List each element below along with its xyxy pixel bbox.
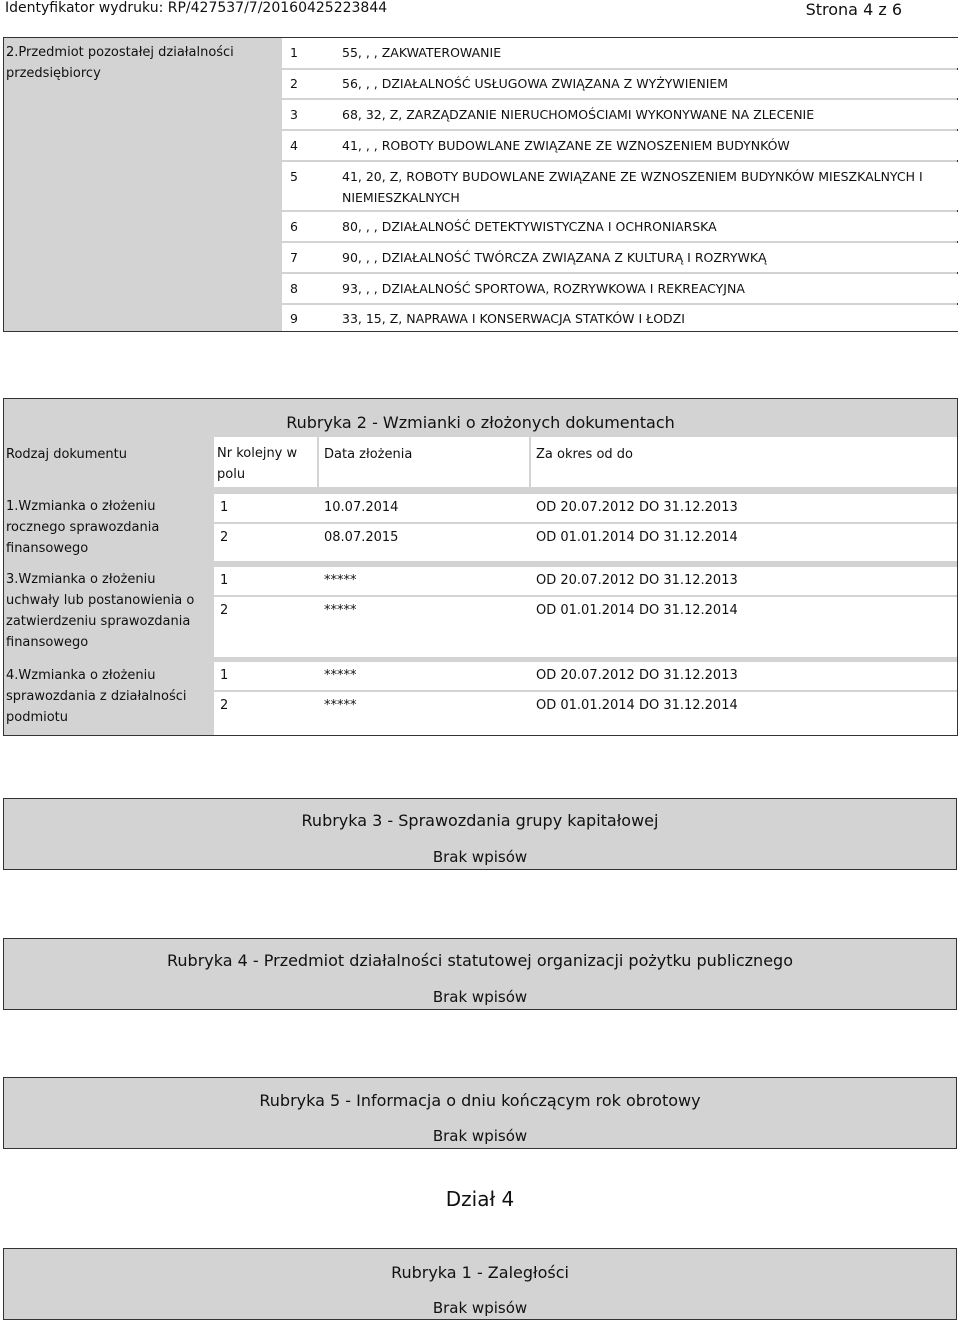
doc-date: ***** — [324, 603, 357, 618]
activity-row — [282, 305, 958, 331]
doc-period: OD 20.07.2012 DO 31.12.2013 — [536, 573, 738, 588]
doc-date: ***** — [324, 698, 357, 713]
activity-row — [282, 70, 958, 98]
activity-text: 41, , , ROBOTY BUDOWLANE ZWIĄZANE ZE WZNOSZENIEM BUDYNKÓW — [342, 138, 790, 153]
rubryka4-entry: Brak wpisów — [432, 988, 528, 1006]
rubryka2-section — [3, 398, 958, 736]
doc-nr: 1 — [220, 500, 229, 515]
doc-nr: 2 — [220, 603, 229, 618]
doc-row — [214, 494, 957, 522]
doc-date: 10.07.2014 — [324, 500, 399, 515]
rubryka3-title: Rubryka 3 - Sprawozdania grupy kapitałowej — [301, 811, 659, 830]
col-za-okres: Za okres od do — [536, 447, 633, 462]
doc-nr: 1 — [220, 668, 229, 683]
doc-nr: 1 — [220, 573, 229, 588]
col-data-zlozenia: Data złożenia — [324, 447, 413, 462]
print-header — [0, 0, 960, 20]
dzial4-title: Dział 4 — [445, 1187, 515, 1211]
doc-period: OD 01.01.2014 DO 31.12.2014 — [536, 603, 738, 618]
page-number: Strona 4 z 6 — [805, 0, 902, 19]
rubryka5-entry: Brak wpisów — [432, 1127, 528, 1145]
activity-num: 7 — [290, 250, 298, 265]
activity-row — [282, 38, 958, 68]
activity-num: 8 — [290, 281, 298, 296]
header-cell-data — [319, 437, 529, 487]
rubryka4-title: Rubryka 4 - Przedmiot działalności statutowej organizacji pożytku publicznego — [167, 951, 793, 970]
doc-date: ***** — [324, 668, 357, 683]
doc-date: ***** — [324, 573, 357, 588]
activity-text: 68, 32, Z, ZARZĄDZANIE NIERUCHOMOŚCIAMI WYKONYWANE NA ZLECENIE — [342, 107, 815, 122]
activity-text: 41, 20, Z, ROBOTY BUDOWLANE ZWIĄZANE ZE WZNOSZENIEM BUDYNKÓW MIESZKALNYCH I NIEMIESZKALNYCH — [342, 169, 923, 205]
activity-text: 55, , , ZAKWATEROWANIE — [342, 45, 502, 60]
activity-row — [282, 131, 958, 160]
col-rodzaj-dokumentu: Rodzaj dokumentu — [6, 447, 127, 462]
doc-period: OD 01.01.2014 DO 31.12.2014 — [536, 530, 738, 545]
activities-table — [3, 37, 958, 332]
doc-row — [214, 662, 957, 690]
dzial4-rubryka1-entry: Brak wpisów — [432, 1299, 528, 1317]
activity-text: 80, , , DZIAŁALNOŚĆ DETEKTYWISTYCZNA I OCHRONIARSKA — [342, 219, 717, 234]
document-type-label: 1.Wzmianka o złożeniu rocznego sprawozdania finansowego — [6, 499, 160, 556]
col-nr-kolejny: Nr kolejny w polu — [217, 446, 298, 482]
activity-text: 33, 15, Z, NAPRAWA I KONSERWACJA STATKÓW I ŁODZI — [342, 311, 685, 326]
doc-nr: 2 — [220, 698, 229, 713]
rubryka3-entry: Brak wpisów — [432, 848, 528, 866]
rubryka3-section — [3, 798, 957, 870]
activity-num: 4 — [290, 138, 298, 153]
activity-row — [282, 162, 958, 210]
doc-row — [214, 567, 957, 595]
doc-period: OD 20.07.2012 DO 31.12.2013 — [536, 500, 738, 515]
activity-num: 3 — [290, 107, 298, 122]
rubryka5-section — [3, 1077, 957, 1149]
rubryka2-title: Rubryka 2 - Wzmianki o złożonych dokumentach — [286, 413, 675, 432]
activity-row — [282, 243, 958, 272]
document-type-label: 3.Wzmianka o złożeniu uchwały lub postanowienia o zatwierdzeniu sprawozdania finansowego — [6, 572, 195, 650]
activity-row — [282, 100, 958, 129]
rubryka5-title: Rubryka 5 - Informacja o dniu kończącym rok obrotowy — [259, 1091, 701, 1110]
activity-text: 93, , , DZIAŁALNOŚĆ SPORTOWA, ROZRYWKOWA I REKREACYJNA — [342, 281, 745, 296]
activity-num: 1 — [290, 45, 298, 60]
print-identifier: Identyfikator wydruku: RP/427537/7/20160425223844 — [5, 0, 388, 16]
rubryka4-section — [3, 938, 957, 1010]
activity-row — [282, 212, 958, 241]
doc-period: OD 20.07.2012 DO 31.12.2013 — [536, 668, 738, 683]
activity-num: 5 — [290, 169, 298, 184]
document-type-label: 4.Wzmianka o złożeniu sprawozdania z działalności podmiotu — [6, 668, 187, 725]
activity-num: 9 — [290, 311, 298, 326]
header-cell-nr — [214, 437, 317, 487]
activities-label: 2.Przedmiot pozostałej działalności przedsiębiorcy — [6, 45, 234, 81]
doc-row — [214, 524, 957, 561]
doc-date: 08.07.2015 — [324, 530, 399, 545]
dzial4-rubryka1-section — [3, 1248, 957, 1320]
doc-period: OD 01.01.2014 DO 31.12.2014 — [536, 698, 738, 713]
activity-num: 2 — [290, 76, 298, 91]
doc-nr: 2 — [220, 530, 229, 545]
dzial4-rubryka1-title: Rubryka 1 - Zaległości — [391, 1263, 569, 1282]
activity-row — [282, 274, 958, 303]
header-cell-okres — [531, 437, 957, 487]
activity-text: 56, , , DZIAŁALNOŚĆ USŁUGOWA ZWIĄZANA Z WYŻYWIENIEM — [342, 76, 729, 91]
activity-text: 90, , , DZIAŁALNOŚĆ TWÓRCZA ZWIĄZANA Z KULTURĄ I ROZRYWKĄ — [342, 250, 767, 265]
doc-row — [214, 597, 957, 657]
activity-num: 6 — [290, 219, 298, 234]
doc-row — [214, 692, 957, 735]
